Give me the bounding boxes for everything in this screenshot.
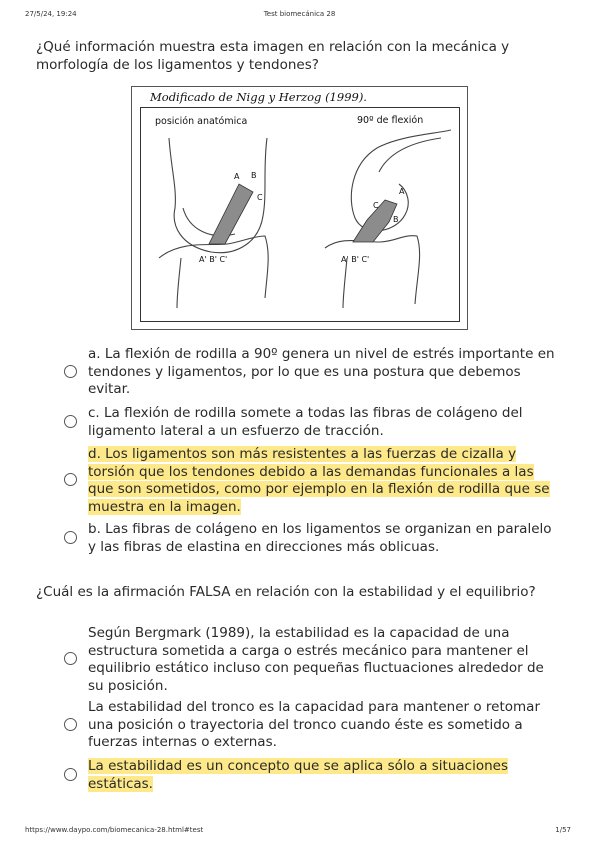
- q1-option-d-label: [88, 446, 563, 516]
- left-point-b: B: [251, 171, 257, 180]
- flexion-label: 90º de flexión: [357, 115, 424, 126]
- knee-ligament-figure: [131, 86, 468, 330]
- q1-option-a-label: a. La flexión de rodilla a 90º genera un nivel de estrés importante en tendones y ligamentos, por lo que es una postura que debemos evitar.: [88, 346, 555, 397]
- q1-option-b-radio[interactable]: [64, 531, 77, 544]
- q1-option-d-radio[interactable]: [64, 473, 77, 486]
- q2-option-3-radio[interactable]: [64, 768, 77, 781]
- q1-option-c-radio[interactable]: [64, 415, 77, 428]
- q2-option-2-radio[interactable]: [64, 718, 77, 731]
- q2-option-2-label: La estabilidad del tronco es la capacidad para mantener o retomar una posición o trayectoria del tronco cuando éste es sometido a fuerzas internas o externas.: [88, 699, 540, 750]
- print-page-number: 1/57: [555, 826, 571, 834]
- right-point-c: C: [373, 201, 379, 210]
- print-url: https://www.daypo.com/biomecanica-28.html#test: [25, 826, 204, 834]
- print-timestamp: 27/5/24, 19:24: [25, 10, 77, 18]
- right-point-b: B: [393, 215, 399, 224]
- q1-option-d-highlight: d. Los ligamentos son más resistentes a las fuerzas de cizalla y torsión que los tendones debido a las demandas funcionales a las que son sometidos, como por ejemplo en la flexión de rodilla que se muestra en la imagen.: [88, 446, 550, 515]
- print-page-title: Test biomecánica 28: [263, 10, 336, 18]
- q2-option-3-label: [88, 758, 563, 793]
- figure-caption: Modificado de Nigg y Herzog (1999).: [150, 90, 367, 104]
- left-points-bottom: A' B' C': [199, 255, 228, 264]
- question-1-text: ¿Qué información muestra esta imagen en relación con la mecánica y morfología de los ligamentos y tendones?: [36, 39, 510, 73]
- q1-option-b-label: b. Las fibras de colágeno en los ligamentos se organizan en paralelo y las fibras de elastina en direcciones más oblicuas.: [88, 521, 552, 555]
- q1-option-a-radio[interactable]: [64, 365, 77, 378]
- left-point-c: C: [257, 193, 263, 202]
- knee-diagram: [141, 108, 459, 321]
- q1-option-c-label: c. La flexión de rodilla somete a todas las fibras de colágeno del ligamento lateral a un esfuerzo de tracción.: [88, 405, 523, 439]
- question-2-text: ¿Cuál es la afirmación FALSA en relación con la estabilidad y el equilibrio?: [36, 584, 536, 600]
- q2-option-3-highlight: La estabilidad es un concepto que se aplica sólo a situaciones estáticas.: [88, 758, 509, 792]
- figure-panel: [140, 107, 460, 322]
- q2-option-1-radio[interactable]: [64, 652, 77, 665]
- right-point-a: A: [399, 187, 405, 196]
- q2-option-1-label: Según Bergmark (1989), la estabilidad es la capacidad de una estructura sometida a carga o estrés mecánico para mantener el equilibrio estático incluso con pequeñas fluctuaciones alrededor de su posición.: [88, 625, 544, 694]
- anatomical-position-label: posición anatómica: [155, 116, 248, 127]
- right-points-bottom: A' B' C': [341, 255, 370, 264]
- left-point-a: A: [234, 172, 240, 181]
